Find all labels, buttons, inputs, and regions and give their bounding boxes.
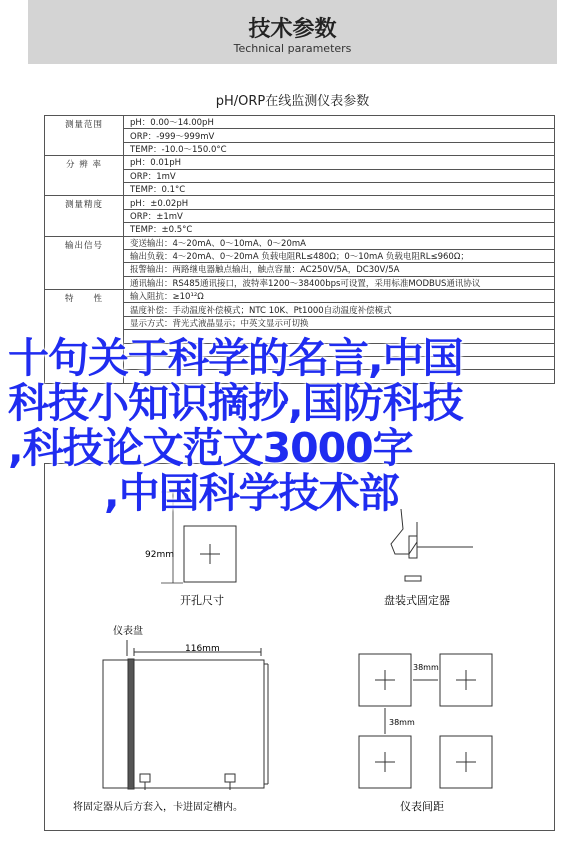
spec-category: 测量精度 bbox=[45, 196, 124, 236]
spec-value: TEMP：-10.0～150.0°C bbox=[124, 142, 555, 155]
drawings-svg bbox=[45, 464, 554, 830]
installation-drawings bbox=[44, 463, 555, 831]
mount-caption: 盘装式固定器 bbox=[384, 594, 450, 607]
mount-bracket-drawing bbox=[391, 509, 473, 581]
spec-value: ORP：-999～999mV bbox=[124, 129, 555, 142]
depth-dimension: 116mm bbox=[185, 644, 220, 654]
spacing-horizontal: 38mm bbox=[413, 663, 439, 672]
spec-category: 输出信号 bbox=[45, 236, 124, 290]
table-row bbox=[45, 236, 555, 249]
cutout-dimension: 92mm bbox=[145, 550, 174, 560]
overlay-line: ,科技论文范文3000字 bbox=[8, 424, 413, 472]
side-caption: 将固定器从后方套入，卡进固定槽内。 bbox=[73, 802, 243, 813]
table-row bbox=[45, 156, 555, 169]
overlay-line: 十句关于科学的名言,中国 bbox=[8, 334, 463, 382]
overlay-line: 科技小知识摘抄,国防科技 bbox=[8, 379, 463, 427]
spec-value: 输入阻抗：≥10¹²Ω bbox=[124, 290, 555, 303]
cutout-caption: 开孔尺寸 bbox=[180, 594, 224, 607]
spec-value: 输出负载：4～20mA、0～20mA 负载电阻RL≤480Ω；0～10mA 负载电阻RL≤960Ω； bbox=[124, 249, 555, 262]
table-row bbox=[45, 196, 555, 209]
spec-value: 通讯输出：RS485通讯接口，波特率1200～38400bps可设置，采用标准MODBUS通讯协议 bbox=[124, 276, 555, 289]
overlay-line: ,中国科学技术部 bbox=[104, 469, 399, 517]
spec-category: 分 辨 率 bbox=[45, 156, 124, 196]
spec-value: TEMP：0.1°C bbox=[124, 182, 555, 195]
page-header bbox=[28, 0, 557, 64]
spec-value: pH：0.01pH bbox=[124, 156, 555, 169]
spec-value: 报警输出：两路继电器触点输出，触点容量：AC250V/5A，DC30V/5A bbox=[124, 263, 555, 276]
spec-value: TEMP：±0.5°C bbox=[124, 223, 555, 236]
panel-label: 仪表盘 bbox=[113, 626, 143, 637]
side-view-drawing bbox=[103, 640, 268, 790]
spec-category: 测量范围 bbox=[45, 116, 124, 156]
spec-category: 特 性 bbox=[45, 290, 124, 384]
spec-value: ORP：1mV bbox=[124, 169, 555, 182]
header-subtitle: Technical parameters bbox=[233, 42, 352, 55]
table-row bbox=[45, 116, 555, 129]
spec-value: 变送输出：4～20mA、0～10mA、0～20mA bbox=[124, 236, 555, 249]
spec-value: ORP：±1mV bbox=[124, 209, 555, 222]
spec-value: pH：±0.02pH bbox=[124, 196, 555, 209]
spacing-vertical: 38mm bbox=[389, 718, 415, 727]
spacing-caption: 仪表间距 bbox=[400, 800, 444, 813]
spacing-drawing bbox=[359, 654, 492, 788]
table-title: pH/ORP在线监测仪表参数 bbox=[215, 94, 370, 109]
table-row bbox=[45, 290, 555, 303]
header-title: 技术参数 bbox=[248, 17, 337, 42]
spec-value: 温度补偿：手动温度补偿模式；NTC 10K、Pt1000自动温度补偿模式 bbox=[124, 303, 555, 316]
headline-overlay bbox=[8, 336, 580, 516]
spec-value: pH：0.00～14.00pH bbox=[124, 116, 555, 129]
spec-value: 显示方式：背光式液晶显示；中英文显示可切换 bbox=[124, 316, 555, 329]
